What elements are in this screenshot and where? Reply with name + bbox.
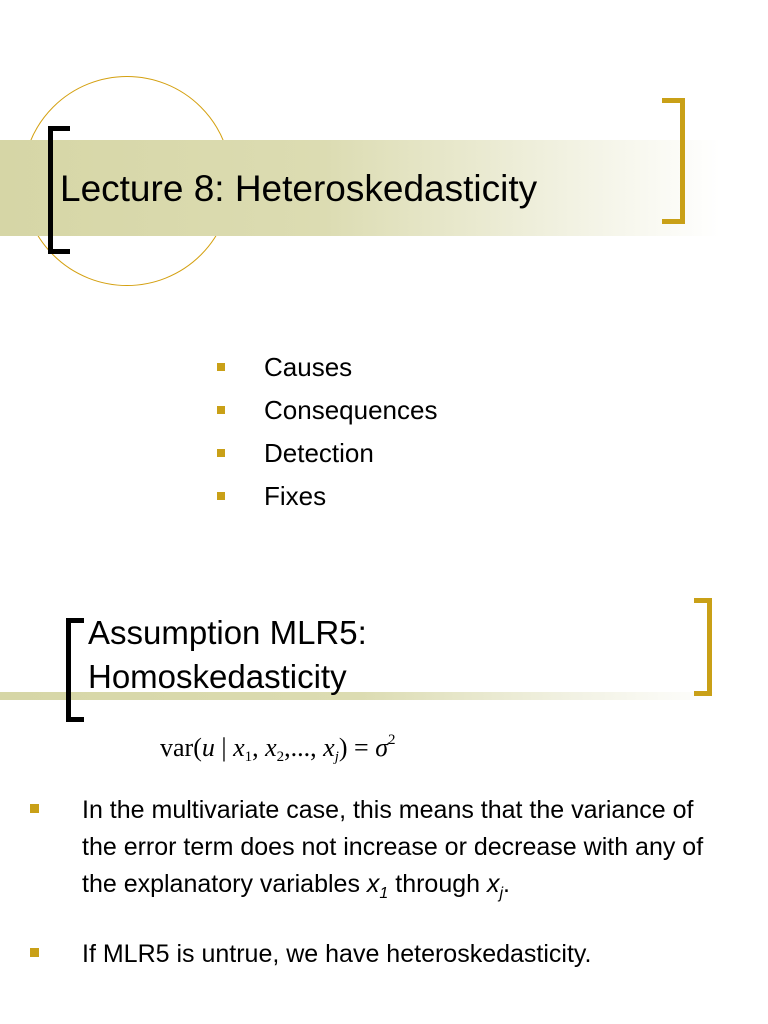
formula-sub: j — [334, 749, 339, 765]
topic-label: Causes — [264, 352, 353, 382]
topic-label: Consequences — [264, 395, 438, 425]
right-bracket-icon — [662, 98, 685, 224]
assumption-title-line2: Homoskedasticity — [88, 658, 347, 695]
left-bracket-icon — [66, 618, 84, 722]
formula-u: u — [201, 733, 215, 762]
right-bracket-icon — [694, 598, 712, 696]
topic-label: Fixes — [264, 481, 327, 511]
formula-sigma: σ — [375, 733, 389, 762]
formula-x: x — [233, 733, 245, 762]
var-x1: $x_1$ — [366, 870, 389, 902]
lecture-title: Lecture 8: Heteroskedasticity — [60, 168, 538, 209]
formula-exp: 2 — [388, 732, 396, 748]
list-item — [30, 792, 730, 936]
bullet-square-icon — [217, 406, 225, 414]
formula-ellipsis: ,..., — [284, 733, 324, 762]
bullet-text-middle: through — [388, 870, 487, 898]
explanation-list — [30, 792, 730, 976]
formula-func: var( — [160, 733, 202, 762]
formula-close: ) = — [338, 733, 376, 762]
bullet-square-icon — [30, 948, 39, 957]
topic-label: Detection — [264, 438, 374, 468]
formula-sub: 1 — [244, 749, 253, 765]
bullet-text-main: In the multivariate case, this means that the variance of the error term does not increase or decrease with any of the explanatory variables — [82, 796, 704, 898]
formula-x: x — [323, 733, 335, 762]
bullet-square-icon — [217, 492, 225, 500]
var-xj: $x_j$ — [486, 870, 504, 902]
bullet-text: If MLR5 is untrue, we have heteroskedasticity. — [82, 940, 592, 968]
bullet-square-icon — [217, 449, 225, 457]
bullet-text-end: . — [503, 870, 510, 898]
bullet-text — [82, 792, 712, 912]
formula-bar: | — [214, 733, 234, 762]
bullet-square-icon — [217, 363, 225, 371]
list-item — [30, 936, 730, 976]
assumption-title-line1: Assumption MLR5: — [88, 614, 367, 651]
slide-assumption-mlr5 — [0, 560, 768, 1024]
formula-x: x — [265, 733, 277, 762]
bullet-square-icon — [30, 804, 39, 813]
homoskedasticity-formula: var(u | $x_1$, $x_2$,..., $x_j) = \sigma^2$ — [160, 732, 396, 765]
formula-sub: 2 — [276, 749, 285, 765]
